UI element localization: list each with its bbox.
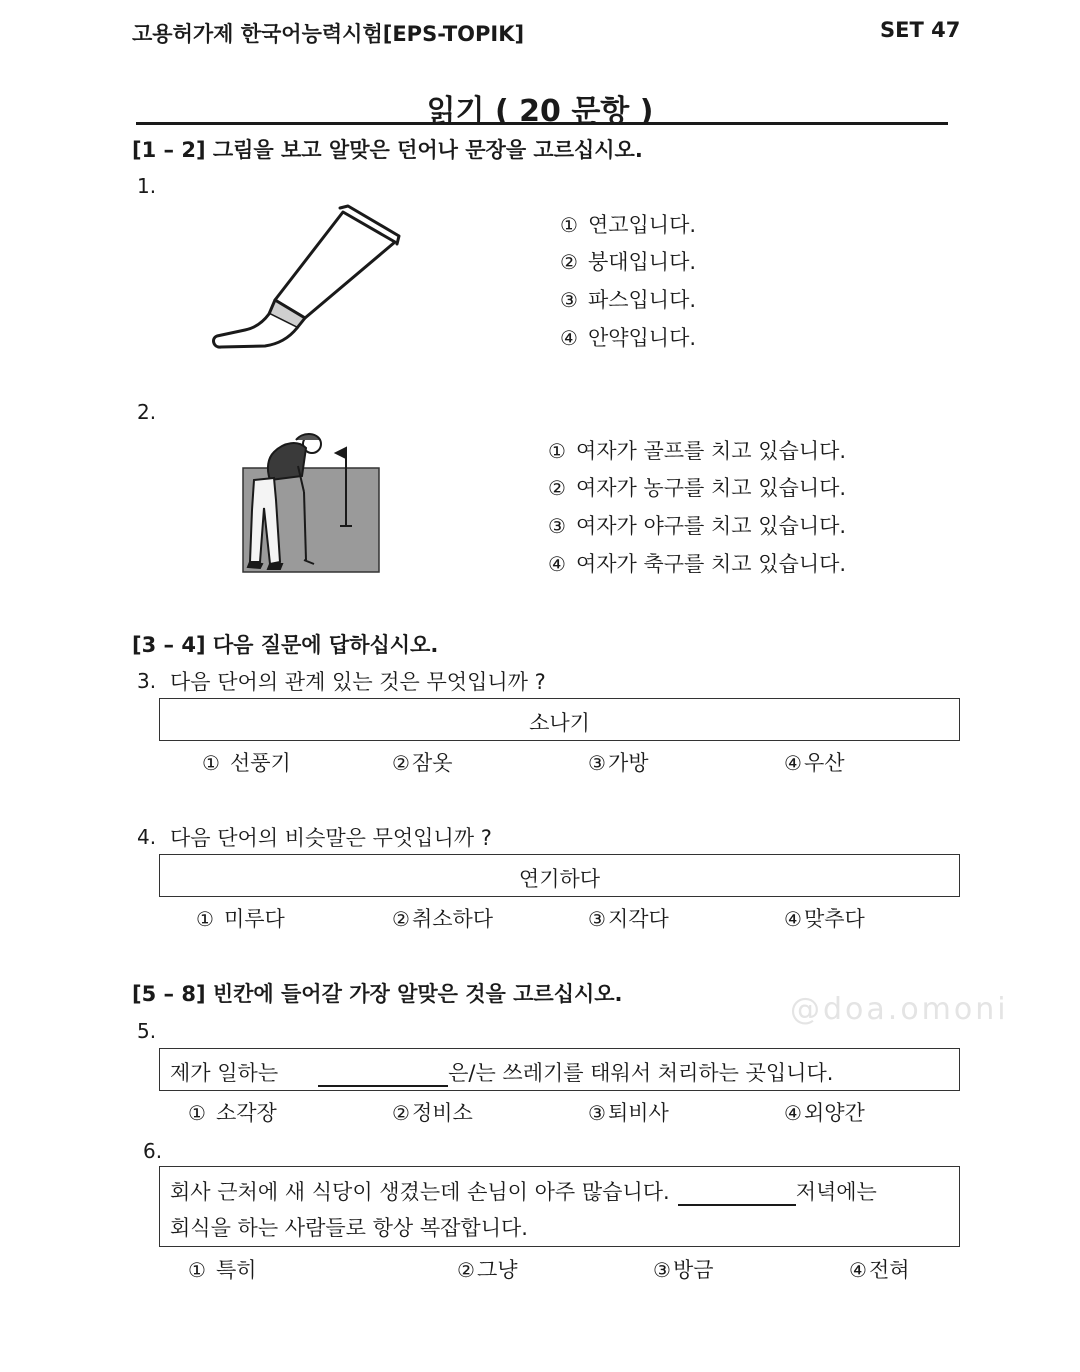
option-text: 선풍기	[229, 751, 291, 775]
question-6-number: 6.	[143, 1139, 163, 1163]
option-text: 외양간	[803, 1101, 865, 1125]
option-marker: ③	[548, 514, 566, 538]
option-marker: ③	[588, 1101, 606, 1125]
q6-option-4[interactable]	[849, 1254, 910, 1284]
option-text: 취소하다	[411, 907, 494, 931]
q6-option-1[interactable]	[188, 1254, 257, 1284]
q1-option-2[interactable]	[560, 246, 696, 276]
option-marker: ②	[548, 476, 566, 500]
option-text: 퇴비사	[607, 1101, 669, 1125]
option-marker: ④	[784, 907, 802, 931]
q2-option-3[interactable]	[548, 510, 846, 540]
section-5-8-instruction: [5 – 8] 빈칸에 들어갈 가장 알맞은 것을 고르십시오.	[132, 982, 623, 1006]
option-text: 방금	[672, 1258, 714, 1282]
option-marker: ③	[653, 1258, 671, 1282]
q4-option-3[interactable]	[588, 903, 669, 933]
question-2-number: 2.	[137, 400, 157, 424]
option-text: 우산	[803, 751, 845, 775]
q5-option-3[interactable]	[588, 1097, 669, 1127]
option-marker: ④	[784, 1101, 802, 1125]
q5-option-4[interactable]	[784, 1097, 865, 1127]
option-text: 잠옷	[411, 751, 453, 775]
option-marker: ④	[784, 751, 802, 775]
q4-option-1[interactable]	[196, 903, 285, 933]
q1-option-1[interactable]	[560, 209, 696, 239]
option-text: 전혀	[868, 1258, 910, 1282]
option-marker: ①	[548, 439, 566, 463]
option-marker: ②	[392, 1101, 410, 1125]
question-3-word: 소나기	[529, 711, 590, 735]
question-6-line-2: 회식을 하는 사람들로 항상 복잡합니다.	[170, 1216, 528, 1240]
q6-option-3[interactable]	[653, 1254, 714, 1284]
option-text: 파스입니다.	[587, 288, 697, 312]
option-text: 붕대입니다.	[587, 250, 697, 274]
q5-option-2[interactable]	[392, 1097, 473, 1127]
question-4-word-box	[159, 854, 960, 897]
q1-option-3[interactable]	[560, 284, 696, 314]
option-marker: ②	[392, 907, 410, 931]
section-1-2-instruction: [1 – 2] 그림을 보고 알맞은 던어나 문장을 고르십시오.	[132, 138, 643, 162]
question-3-prompt: 다음 단어의 관계 있는 것은 무엇입니까 ?	[170, 670, 546, 694]
option-marker: ④	[548, 552, 566, 576]
question-5-sentence	[170, 1057, 833, 1087]
option-text: 여자가 농구를 치고 있습니다.	[575, 476, 847, 500]
option-text: 소각장	[215, 1101, 277, 1125]
option-text: 여자가 골프를 치고 있습니다.	[575, 439, 847, 463]
q2-option-1[interactable]	[548, 435, 846, 465]
question-4-word: 연기하다	[518, 867, 601, 891]
question-5-number: 5.	[137, 1019, 157, 1043]
option-text: 특히	[215, 1258, 257, 1282]
option-marker: ②	[392, 751, 410, 775]
option-marker: ②	[457, 1258, 475, 1282]
q3-option-3[interactable]	[588, 747, 649, 777]
q5-option-1[interactable]	[188, 1097, 277, 1127]
option-text: 연고입니다.	[587, 213, 697, 237]
q3-option-4[interactable]	[784, 747, 845, 777]
option-marker: ①	[188, 1258, 206, 1282]
sentence-after-blank: 은/는 쓰레기를 태워서 처리하는 곳입니다.	[448, 1061, 834, 1085]
q2-option-4[interactable]	[548, 548, 846, 578]
option-marker: ④	[849, 1258, 867, 1282]
option-text: 그냥	[476, 1258, 518, 1282]
option-text: 가방	[607, 751, 649, 775]
option-text: 지각다	[607, 907, 669, 931]
toothpaste-tube-icon	[205, 200, 405, 360]
option-text: 정비소	[411, 1101, 473, 1125]
q4-option-2[interactable]	[392, 903, 493, 933]
q2-option-2[interactable]	[548, 472, 846, 502]
question-3-word-box	[159, 698, 960, 741]
option-marker: ①	[202, 751, 220, 775]
q6-option-2[interactable]	[457, 1254, 518, 1284]
set-number: SET 47	[880, 18, 961, 42]
sentence-before-blank: 제가 일하는	[170, 1061, 279, 1085]
option-marker: ③	[560, 288, 578, 312]
question-5-sentence-box	[159, 1048, 960, 1091]
q3-option-1[interactable]	[202, 747, 291, 777]
option-text: 안약입니다.	[587, 326, 697, 350]
question-4-number: 4.	[137, 825, 157, 849]
option-text: 여자가 야구를 치고 있습니다.	[575, 514, 847, 538]
q3-option-2[interactable]	[392, 747, 453, 777]
passage-after-blank: 저녁에는	[795, 1180, 877, 1204]
option-text: 미루다	[223, 907, 285, 931]
watermark: @doa.omoni	[790, 992, 1009, 1027]
page-title: 읽기 ( 20 문항 )	[426, 94, 654, 129]
q1-option-4[interactable]	[560, 322, 696, 352]
option-text: 여자가 축구를 치고 있습니다.	[575, 552, 847, 576]
option-marker: ③	[588, 751, 606, 775]
question-1-number: 1.	[137, 174, 157, 198]
option-marker: ①	[196, 907, 214, 931]
answer-blank	[678, 1180, 796, 1206]
golfer-illustration-icon	[240, 430, 382, 575]
option-marker: ③	[588, 907, 606, 931]
option-marker: ②	[560, 250, 578, 274]
question-4-prompt: 다음 단어의 비슷말은 무엇입니까 ?	[170, 826, 492, 850]
option-text: 맞추다	[803, 907, 865, 931]
option-marker: ④	[560, 326, 578, 350]
question-6-passage-box	[159, 1166, 960, 1247]
section-3-4-instruction: [3 – 4] 다음 질문에 답하십시오.	[132, 633, 439, 657]
q4-option-4[interactable]	[784, 903, 865, 933]
option-marker: ①	[560, 213, 578, 237]
title-underline	[136, 122, 948, 125]
option-marker: ①	[188, 1101, 206, 1125]
question-3-number: 3.	[137, 669, 157, 693]
passage-before-blank: 회사 근처에 새 식당이 생겼는데 손님이 아주 많습니다.	[170, 1180, 670, 1204]
exam-header-title: 고용허가제 한국어능력시험[EPS-TOPIK]	[132, 22, 525, 46]
answer-blank	[318, 1061, 448, 1087]
question-6-line-1	[170, 1176, 877, 1206]
